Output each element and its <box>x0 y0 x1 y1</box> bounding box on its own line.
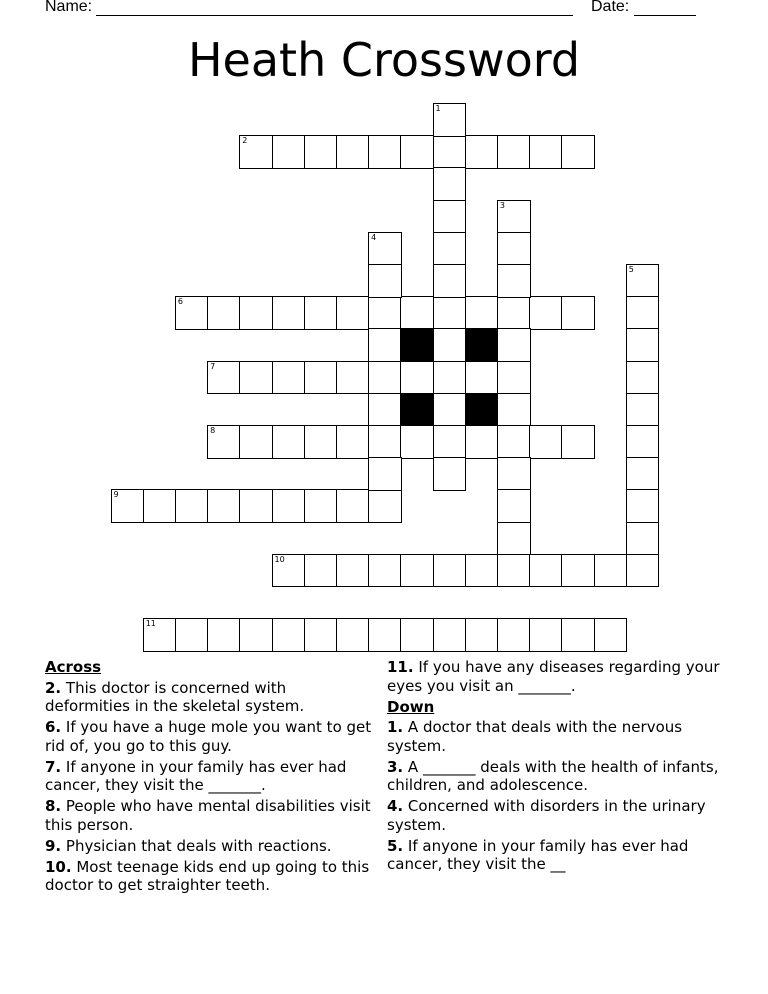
clue-number-label: 3 <box>499 200 505 210</box>
grid-cell[interactable] <box>304 135 338 169</box>
grid-cell[interactable] <box>368 457 402 491</box>
grid-cell[interactable] <box>239 296 273 330</box>
grid-cell[interactable] <box>497 264 531 298</box>
grid-cell[interactable] <box>497 425 531 459</box>
grid-cell[interactable] <box>433 457 467 491</box>
grid-cell[interactable] <box>626 361 660 395</box>
grid-block <box>400 328 434 362</box>
clue-text: People who have mental disabilities visit this person. <box>45 797 371 834</box>
grid-cell[interactable] <box>561 618 595 652</box>
grid-cell[interactable] <box>272 361 306 395</box>
across-clue-11 <box>387 658 727 695</box>
clue-number-label: 9 <box>113 490 119 500</box>
grid-cell[interactable] <box>304 361 338 395</box>
clue-number-label: 6 <box>177 297 183 307</box>
grid-cell[interactable] <box>594 618 628 652</box>
grid-cell[interactable] <box>433 135 467 169</box>
grid-cell[interactable] <box>272 618 306 652</box>
clue-number: 2. <box>45 678 62 697</box>
clue-number: 5. <box>387 836 404 855</box>
grid-cell[interactable] <box>111 489 145 523</box>
name-label: Name: <box>45 0 97 15</box>
clue-text: If you have a huge mole you want to get rid of, you go to this guy. <box>45 718 372 755</box>
grid-cell[interactable] <box>272 135 306 169</box>
grid-cell[interactable] <box>561 296 595 330</box>
grid-cell[interactable] <box>207 425 241 459</box>
clue-text: Physician that deals with reactions. <box>65 836 332 855</box>
clue-number-label: 8 <box>210 426 216 435</box>
grid-cell[interactable] <box>272 425 306 459</box>
clue-number: 8. <box>45 797 62 815</box>
grid-cell[interactable] <box>400 296 434 330</box>
grid-cell[interactable] <box>497 200 531 234</box>
grid-cell[interactable] <box>336 489 370 523</box>
down-heading: Down <box>387 697 435 716</box>
clue-number: 6. <box>45 718 62 736</box>
grid-cell[interactable] <box>497 135 531 169</box>
grid-cell[interactable] <box>304 425 338 459</box>
grid-cell[interactable] <box>433 554 467 588</box>
grid-cell[interactable] <box>175 618 209 652</box>
grid-cell[interactable] <box>497 489 531 523</box>
clue-number: 4. <box>387 797 404 815</box>
grid-cell[interactable] <box>561 135 595 169</box>
grid-cell[interactable] <box>497 522 531 556</box>
grid-cell[interactable] <box>433 232 467 266</box>
grid-cell[interactable] <box>368 554 402 588</box>
grid-cell[interactable] <box>400 361 434 395</box>
grid-block <box>465 393 499 427</box>
grid-cell[interactable] <box>626 393 660 427</box>
clues-left-column <box>45 658 375 897</box>
grid-cell[interactable] <box>433 167 467 201</box>
grid-cell[interactable] <box>272 489 306 523</box>
across-clue-2 <box>45 679 375 716</box>
down-clue-5 <box>387 837 727 874</box>
grid-cell[interactable] <box>336 135 370 169</box>
clue-text: If anyone in your family has ever had cancer, they visit the __ <box>387 836 689 873</box>
grid-cell[interactable] <box>465 361 499 395</box>
grid-cell[interactable] <box>207 361 241 395</box>
grid-cell[interactable] <box>304 618 338 652</box>
clue-number-label: 1 <box>435 104 441 113</box>
clue-text: Concerned with disorders in the urinary system. <box>387 797 706 834</box>
clue-text: A _______ deals with the health of infants, children, and adolescence. <box>387 757 719 794</box>
clue-number-label: 2 <box>242 136 248 146</box>
grid-cell[interactable] <box>626 489 660 523</box>
grid-cell[interactable] <box>304 554 338 588</box>
grid-cell[interactable] <box>207 296 241 330</box>
grid-cell[interactable] <box>239 425 273 459</box>
grid-cell[interactable] <box>272 296 306 330</box>
grid-cell[interactable] <box>529 296 563 330</box>
grid-cell[interactable] <box>497 361 531 395</box>
grid-cell[interactable] <box>626 328 660 362</box>
grid-cell[interactable] <box>561 425 595 459</box>
clue-number: 7. <box>45 757 62 776</box>
grid-cell[interactable] <box>465 296 499 330</box>
clue-number: 3. <box>387 757 404 776</box>
clue-number-label: 4 <box>371 232 377 242</box>
grid-cell[interactable] <box>239 135 273 169</box>
clue-text: Most teenage kids end up going to this doctor to get straighter teeth. <box>45 857 370 894</box>
grid-cell[interactable] <box>497 618 531 652</box>
grid-cell[interactable] <box>465 618 499 652</box>
grid-cell[interactable] <box>465 135 499 169</box>
grid-cell[interactable] <box>336 554 370 588</box>
clue-number: 9. <box>45 836 62 855</box>
page-title: Heath Crossword <box>187 33 581 87</box>
clue-number-label: 5 <box>628 265 634 274</box>
grid-cell[interactable] <box>304 296 338 330</box>
grid-cell[interactable] <box>368 264 402 298</box>
clue-text: If you have any diseases regarding your eyes you visit an _______. <box>387 658 720 695</box>
grid-cell[interactable] <box>561 554 595 588</box>
grid-block <box>465 328 499 362</box>
grid-cell[interactable] <box>433 328 467 362</box>
grid-cell[interactable] <box>433 103 467 137</box>
across-clue-6 <box>45 718 375 755</box>
across-clue-7 <box>45 758 375 795</box>
grid-cell[interactable] <box>368 425 402 459</box>
grid-cell[interactable] <box>239 489 273 523</box>
down-clue-3 <box>387 758 727 795</box>
grid-cell[interactable] <box>433 264 467 298</box>
across-clue-9 <box>45 837 375 856</box>
grid-cell[interactable] <box>497 457 531 491</box>
clue-text: This doctor is concerned with deformities in the skeletal system. <box>45 678 305 715</box>
grid-cell[interactable] <box>207 618 241 652</box>
across-heading: Across <box>45 658 102 676</box>
grid-cell[interactable] <box>433 361 467 395</box>
grid-cell[interactable] <box>239 361 273 395</box>
down-clue-1 <box>387 718 727 755</box>
grid-block <box>400 393 434 427</box>
grid-cell[interactable] <box>626 554 660 588</box>
grid-cell[interactable] <box>368 135 402 169</box>
grid-cell[interactable] <box>433 296 467 330</box>
grid-cell[interactable] <box>433 393 467 427</box>
grid-cell[interactable] <box>626 457 660 491</box>
grid-cell[interactable] <box>626 264 660 298</box>
grid-cell[interactable] <box>336 361 370 395</box>
grid-cell[interactable] <box>465 425 499 459</box>
grid-cell[interactable] <box>400 618 434 652</box>
grid-cell[interactable] <box>336 425 370 459</box>
clue-number-label: 11 <box>145 619 156 629</box>
grid-cell[interactable] <box>400 554 434 588</box>
grid-cell[interactable] <box>368 618 402 652</box>
grid-cell[interactable] <box>368 296 402 330</box>
grid-cell[interactable] <box>626 425 660 459</box>
grid-cell[interactable] <box>433 200 467 234</box>
grid-cell[interactable] <box>143 618 177 652</box>
grid-cell[interactable] <box>272 554 306 588</box>
grid-cell[interactable] <box>594 554 628 588</box>
grid-cell[interactable] <box>368 328 402 362</box>
grid-cell[interactable] <box>400 425 434 459</box>
grid-cell[interactable] <box>336 296 370 330</box>
grid-cell[interactable] <box>304 489 338 523</box>
grid-cell[interactable] <box>175 489 209 523</box>
grid-cell[interactable] <box>433 618 467 652</box>
grid-cell[interactable] <box>626 296 660 330</box>
grid-cell[interactable] <box>529 135 563 169</box>
clue-number-label: 7 <box>210 361 216 371</box>
grid-cell[interactable] <box>529 425 563 459</box>
clue-text: A doctor that deals with the nervous system. <box>387 718 683 755</box>
grid-cell[interactable] <box>175 296 209 330</box>
grid-cell[interactable] <box>433 425 467 459</box>
grid-cell[interactable] <box>336 618 370 652</box>
grid-cell[interactable] <box>400 135 434 169</box>
grid-cell[interactable] <box>368 232 402 266</box>
grid-cell[interactable] <box>368 361 402 395</box>
grid-cell[interactable] <box>497 296 531 330</box>
clue-text: If anyone in your family has ever had cancer, they visit the _______. <box>45 757 347 794</box>
grid-cell[interactable] <box>529 618 563 652</box>
grid-cell[interactable] <box>368 489 402 523</box>
grid-cell[interactable] <box>207 489 241 523</box>
grid-cell[interactable] <box>497 554 531 588</box>
down-clue-4 <box>387 797 727 834</box>
date-label: Date: <box>591 0 634 15</box>
grid-cell[interactable] <box>497 328 531 362</box>
clue-number: 10. <box>45 857 72 876</box>
clue-number-label: 10 <box>274 554 285 564</box>
grid-cell[interactable] <box>529 554 563 588</box>
across-clue-8 <box>45 797 375 834</box>
clue-number: 1. <box>387 718 404 736</box>
clue-number: 11. <box>387 658 414 676</box>
across-clue-10 <box>45 858 375 895</box>
grid-cell[interactable] <box>465 554 499 588</box>
clues-right-column <box>387 658 727 876</box>
grid-cell[interactable] <box>497 232 531 266</box>
grid-cell[interactable] <box>497 393 531 427</box>
grid-cell[interactable] <box>626 522 660 556</box>
grid-cell[interactable] <box>239 618 273 652</box>
grid-cell[interactable] <box>143 489 177 523</box>
grid-cell[interactable] <box>368 393 402 427</box>
